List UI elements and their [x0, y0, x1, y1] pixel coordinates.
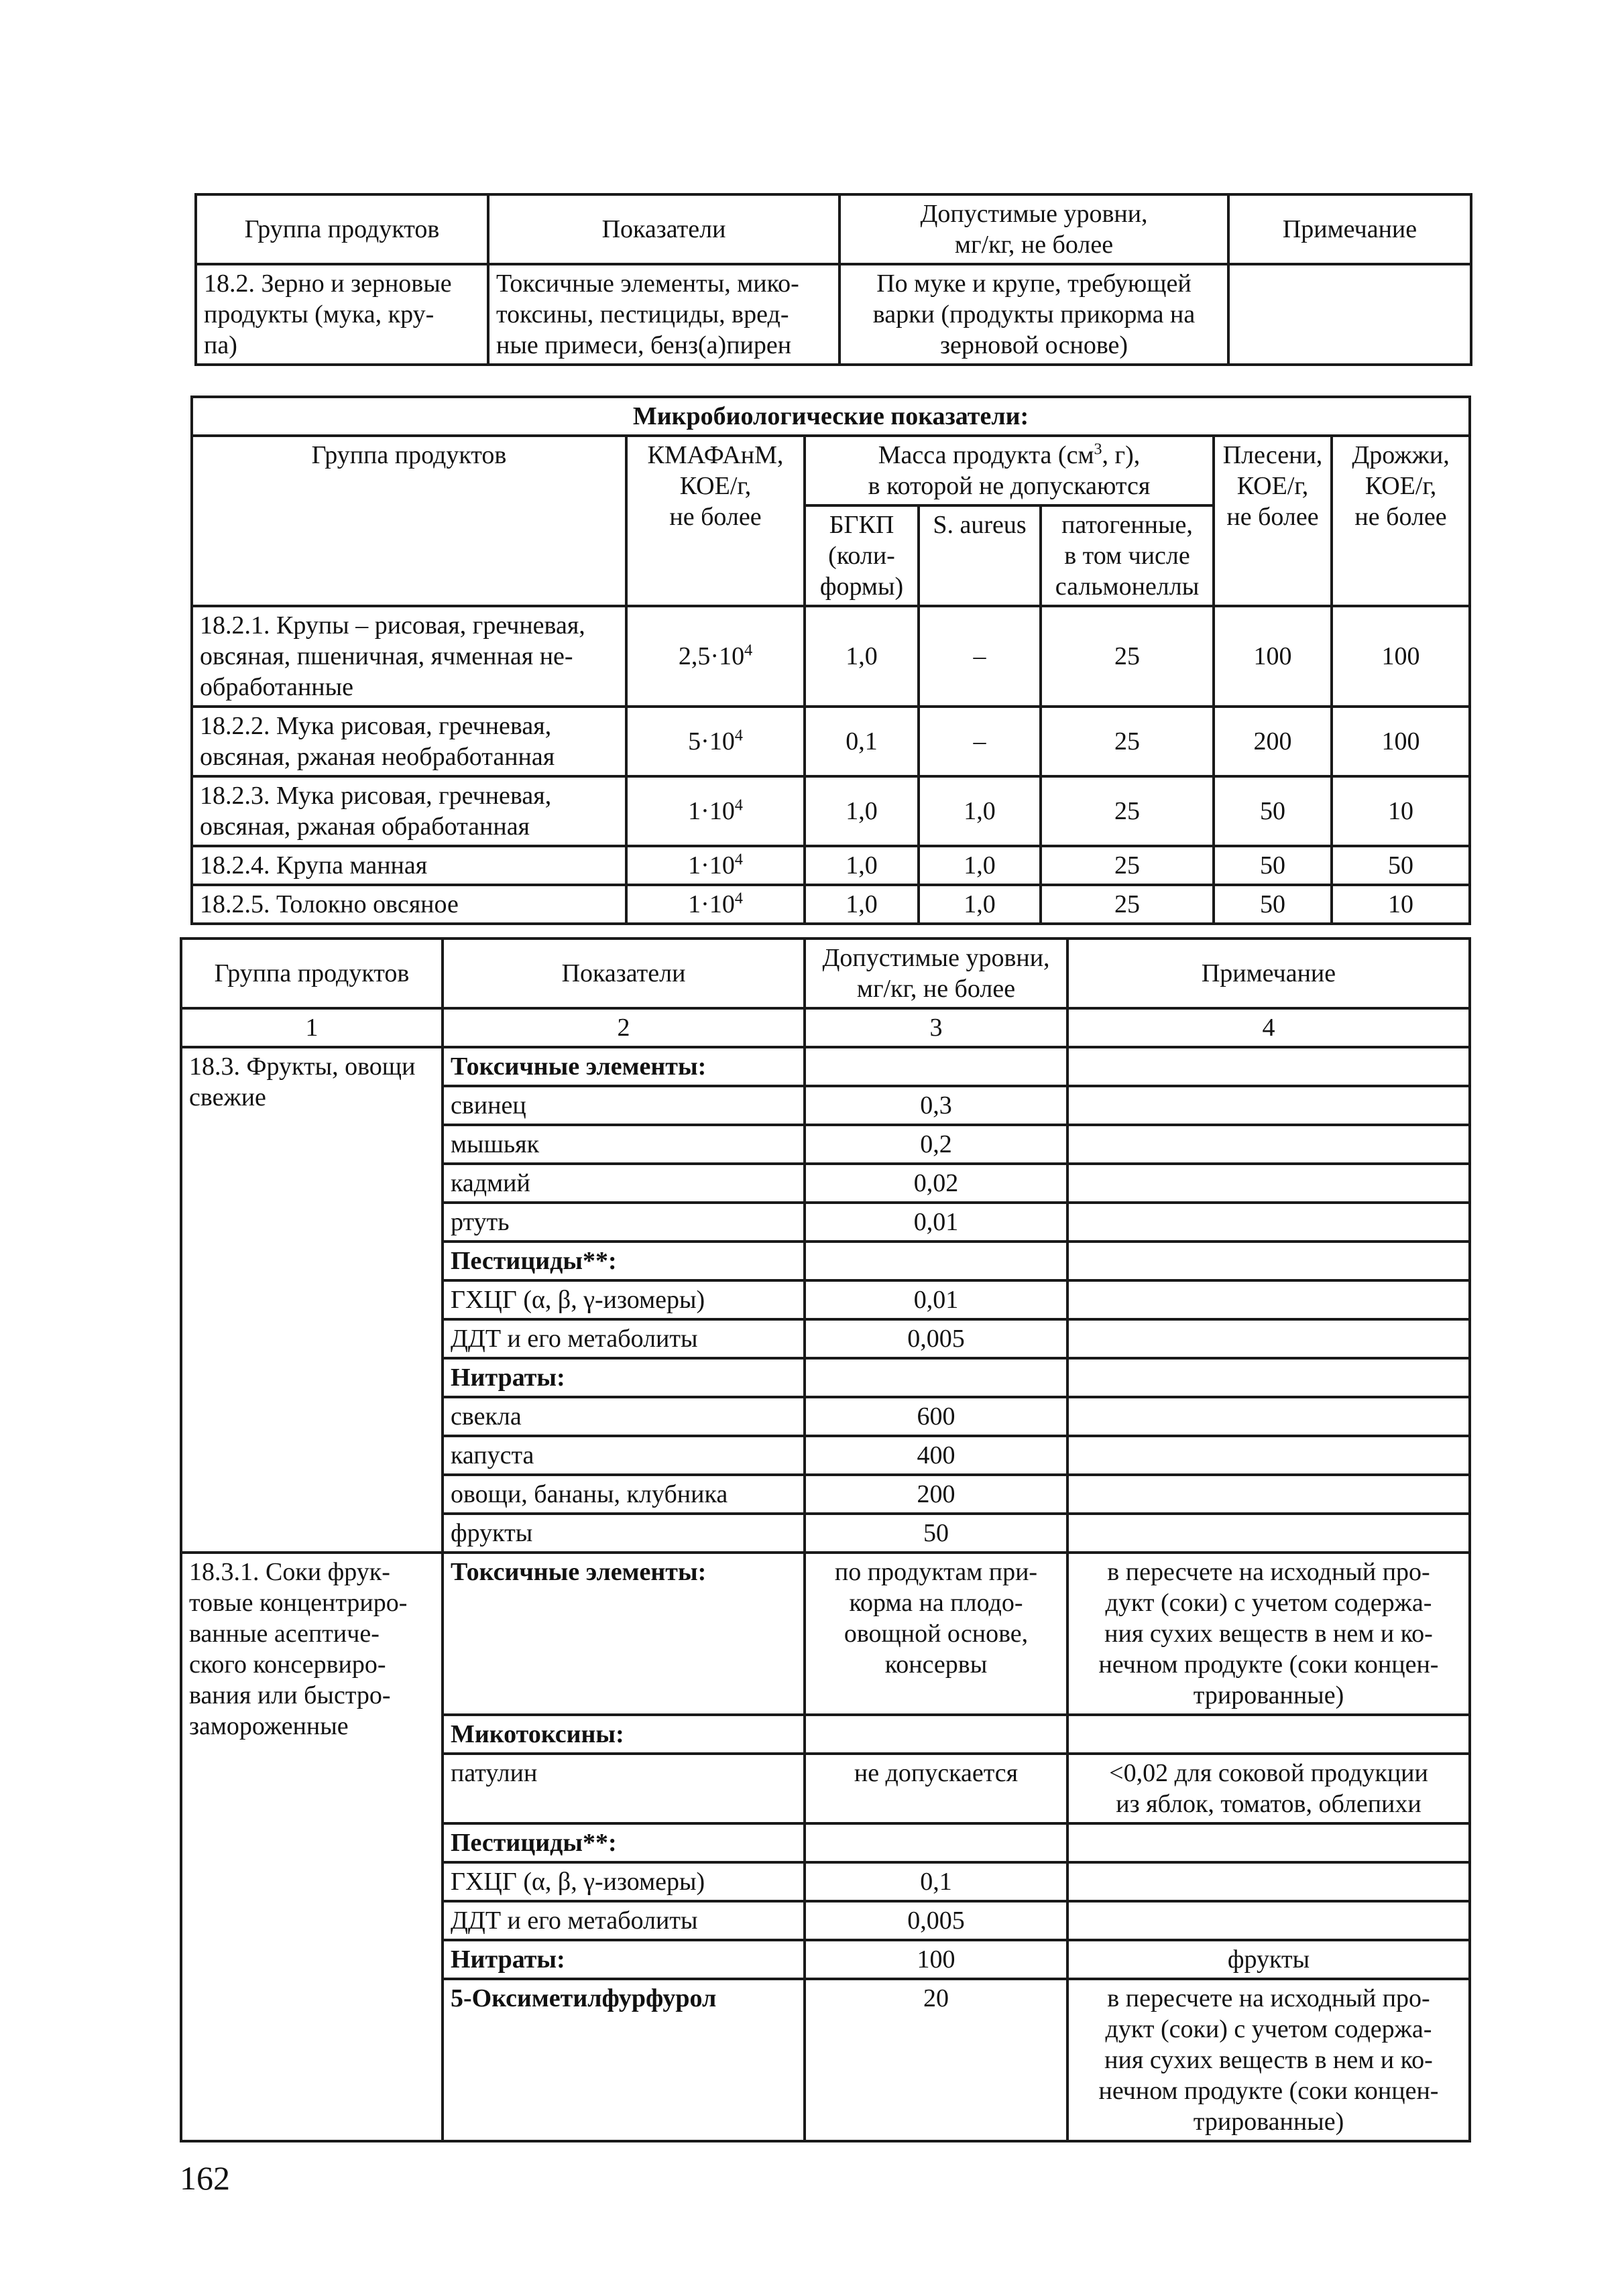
cell-note — [1067, 1475, 1470, 1514]
cell-indicator: Токсичные элементы: — [443, 1047, 805, 1086]
cell-indicator: ГХЦГ (α, β, γ-изомеры) — [443, 1862, 805, 1901]
table-row — [192, 606, 1470, 707]
column-number: 2 — [443, 1008, 805, 1047]
cell-allowed-level: 0,005 — [805, 1319, 1067, 1358]
table-row — [192, 846, 1470, 885]
cell-note — [1067, 1397, 1470, 1436]
cell-indicator: Нитраты: — [443, 1358, 805, 1397]
cell-s-aureus: – — [919, 606, 1041, 707]
cell-indicator: ДДТ и его метаболиты — [443, 1319, 805, 1358]
cell-kmafanm: $1\cdot 10^4$ — [626, 776, 805, 846]
header-allowed-levels: Допустимые уровни, мг/кг, не более — [839, 194, 1228, 264]
cell-yeast: 100 — [1332, 707, 1470, 776]
cell-allowed-level: 200 — [805, 1475, 1067, 1514]
cell-mold: 50 — [1214, 885, 1332, 924]
cell-yeast: 10 — [1332, 885, 1470, 924]
cell-note — [1067, 1319, 1470, 1358]
cell-bgkp: 1,0 — [805, 885, 919, 924]
cell-note — [1228, 264, 1471, 365]
cell-note — [1067, 1203, 1470, 1242]
cell-note — [1067, 1280, 1470, 1319]
table-row — [192, 707, 1470, 776]
cell-bgkp: 1,0 — [805, 776, 919, 846]
header-note: Примечание — [1228, 194, 1471, 264]
cell-allowed-level: 0,005 — [805, 1901, 1067, 1940]
cell-product-group: 18.3.1. Соки фрук- товые концентриро- ванные асептиче- ского консервиро- вания или быстро- замороженные — [181, 1553, 443, 2141]
column-number: 4 — [1067, 1008, 1470, 1047]
cell-kmafanm: $1\cdot 10^4$ — [626, 885, 805, 924]
table-title-row — [192, 397, 1470, 436]
header-product-group: Группа продуктов — [192, 436, 626, 606]
cell-yeast: 100 — [1332, 606, 1470, 707]
header-mold: Плесени, КОЕ/г, не более — [1214, 436, 1332, 606]
header-indicators: Показатели — [488, 194, 839, 264]
cell-note — [1067, 1823, 1470, 1862]
cell-indicator: Пестициды**: — [443, 1242, 805, 1280]
cell-indicator: мышьяк — [443, 1125, 805, 1164]
fruit-vegetable-table — [180, 937, 1471, 2142]
column-number: 1 — [181, 1008, 443, 1047]
cell-allowed-level: 100 — [805, 1940, 1067, 1979]
cell-kmafanm: $1\cdot 10^4$ — [626, 846, 805, 885]
cell-allowed-level — [805, 1715, 1067, 1754]
cell-mold: 50 — [1214, 776, 1332, 846]
header-kmafanm: КМАФАнМ, КОЕ/г, не более — [626, 436, 805, 606]
cell-note — [1067, 1715, 1470, 1754]
table-title: Микробиологические показатели: — [192, 397, 1470, 436]
cell-product: 18.2.4. Крупа манная — [192, 846, 626, 885]
cell-indicator: Пестициды**: — [443, 1823, 805, 1862]
cell-note — [1067, 1242, 1470, 1280]
cell-product-group: 18.2. Зерно и зерновые продукты (мука, кру- па) — [196, 264, 488, 365]
table-row — [192, 776, 1470, 846]
cell-bgkp: 1,0 — [805, 606, 919, 707]
cell-indicator: Микотоксины: — [443, 1715, 805, 1754]
header-indicators: Показатели — [443, 939, 805, 1008]
cell-note — [1067, 1125, 1470, 1164]
table-header-row — [181, 939, 1470, 1008]
cell-allowed-level: 20 — [805, 1979, 1067, 2141]
cell-mold: 100 — [1214, 606, 1332, 707]
cell-allowed-level — [805, 1047, 1067, 1086]
microbiology-table — [190, 396, 1471, 925]
cell-s-aureus: 1,0 — [919, 776, 1041, 846]
cell-pathogenic: 25 — [1041, 885, 1214, 924]
cell-pathogenic: 25 — [1041, 846, 1214, 885]
header-mass: Масса продукта ($см^3$, г), в которой не допускаются — [805, 436, 1214, 505]
cell-allowed-level: 0,3 — [805, 1086, 1067, 1125]
cell-indicators: Токсичные элементы, мико- токсины, пестициды, вред- ные примеси, бенз(а)пирен — [488, 264, 839, 365]
grain-toxic-table — [194, 193, 1472, 366]
cell-note — [1067, 1358, 1470, 1397]
cell-s-aureus: 1,0 — [919, 885, 1041, 924]
cell-allowed-level — [805, 1242, 1067, 1280]
cell-product: 18.2.5. Толокно овсяное — [192, 885, 626, 924]
cell-allowed-level: 400 — [805, 1436, 1067, 1475]
header-allowed-levels: Допустимые уровни, мг/кг, не более — [805, 939, 1067, 1008]
cell-note — [1067, 1086, 1470, 1125]
cell-allowed-level: 0,01 — [805, 1280, 1067, 1319]
column-number-row — [181, 1008, 1470, 1047]
cell-indicator: ГХЦГ (α, β, γ-изомеры) — [443, 1280, 805, 1319]
header-product-group: Группа продуктов — [196, 194, 488, 264]
cell-bgkp: 1,0 — [805, 846, 919, 885]
cell-product-group: 18.3. Фрукты, овощи свежие — [181, 1047, 443, 1553]
header-note: Примечание — [1067, 939, 1470, 1008]
header-s-aureus: S. aureus — [919, 505, 1041, 606]
cell-indicator: капуста — [443, 1436, 805, 1475]
cell-allowed-level: не допускается — [805, 1754, 1067, 1823]
header-pathogenic: патогенные, в том числе сальмонеллы — [1041, 505, 1214, 606]
cell-product: 18.2.1. Крупы – рисовая, гречневая, овсяная, пшеничная, ячменная не- обработанные — [192, 606, 626, 707]
cell-note: в пересчете на исходный про- дукт (соки) с учетом содержа- ния сухих веществ в нем и ко- нечном продукте (соки концен- трированные) — [1067, 1979, 1470, 2141]
cell-note — [1067, 1862, 1470, 1901]
cell-indicator: свинец — [443, 1086, 805, 1125]
table-row — [192, 885, 1470, 924]
cell-allowed-level: по продуктам при- корма на плодо- овощной основе, консервы — [805, 1553, 1067, 1715]
table-header-row — [196, 194, 1471, 264]
cell-indicator: фрукты — [443, 1514, 805, 1553]
cell-note: фрукты — [1067, 1940, 1470, 1979]
cell-indicator: овощи, бананы, клубника — [443, 1475, 805, 1514]
cell-note — [1067, 1514, 1470, 1553]
cell-product: 18.2.3. Мука рисовая, гречневая, овсяная, ржаная обработанная — [192, 776, 626, 846]
header-product-group: Группа продуктов — [181, 939, 443, 1008]
cell-s-aureus: – — [919, 707, 1041, 776]
cell-indicator: патулин — [443, 1754, 805, 1823]
cell-note — [1067, 1047, 1470, 1086]
cell-allowed-level — [805, 1358, 1067, 1397]
cell-allowed-level — [805, 1823, 1067, 1862]
cell-kmafanm: $2,5\cdot 10^4$ — [626, 606, 805, 707]
cell-s-aureus: 1,0 — [919, 846, 1041, 885]
header-yeast: Дрожжи, КОЕ/г, не более — [1332, 436, 1470, 606]
cell-note — [1067, 1436, 1470, 1475]
cell-mold: 50 — [1214, 846, 1332, 885]
cell-bgkp: 0,1 — [805, 707, 919, 776]
cell-allowed-level: 0,1 — [805, 1862, 1067, 1901]
table-header-row — [192, 436, 1470, 505]
cell-allowed-level: 0,01 — [805, 1203, 1067, 1242]
page-number: 162 — [180, 2159, 230, 2197]
cell-indicator: свекла — [443, 1397, 805, 1436]
cell-allowed-level: 0,02 — [805, 1164, 1067, 1203]
cell-indicator: ртуть — [443, 1203, 805, 1242]
cell-allowed-levels: По муке и крупе, требующей варки (продукты прикорма на зерновой основе) — [839, 264, 1228, 365]
table-row — [181, 1553, 1470, 1715]
cell-allowed-level: 600 — [805, 1397, 1067, 1436]
cell-allowed-level: 50 — [805, 1514, 1067, 1553]
cell-note — [1067, 1901, 1470, 1940]
cell-indicator: кадмий — [443, 1164, 805, 1203]
cell-pathogenic: 25 — [1041, 707, 1214, 776]
cell-pathogenic: 25 — [1041, 606, 1214, 707]
cell-kmafanm: $5\cdot 10^4$ — [626, 707, 805, 776]
cell-indicator: ДДТ и его метаболиты — [443, 1901, 805, 1940]
cell-indicator: Токсичные элементы: — [443, 1553, 805, 1715]
cell-note — [1067, 1164, 1470, 1203]
cell-product: 18.2.2. Мука рисовая, гречневая, овсяная, ржаная необработанная — [192, 707, 626, 776]
column-number: 3 — [805, 1008, 1067, 1047]
cell-yeast: 50 — [1332, 846, 1470, 885]
table-row — [181, 1047, 1470, 1086]
cell-indicator: Нитраты: — [443, 1940, 805, 1979]
table-row — [196, 264, 1471, 365]
cell-mold: 200 — [1214, 707, 1332, 776]
cell-indicator: 5-Оксиметилфурфурол — [443, 1979, 805, 2141]
cell-pathogenic: 25 — [1041, 776, 1214, 846]
cell-allowed-level: 0,2 — [805, 1125, 1067, 1164]
header-bgkp: БГКП (коли- формы) — [805, 505, 919, 606]
cell-note: в пересчете на исходный про- дукт (соки) с учетом содержа- ния сухих веществ в нем и ко- нечном продукте (соки концен- трированные) — [1067, 1553, 1470, 1715]
cell-note: <0,02 для соковой продукции из яблок, томатов, облепихи — [1067, 1754, 1470, 1823]
cell-yeast: 10 — [1332, 776, 1470, 846]
